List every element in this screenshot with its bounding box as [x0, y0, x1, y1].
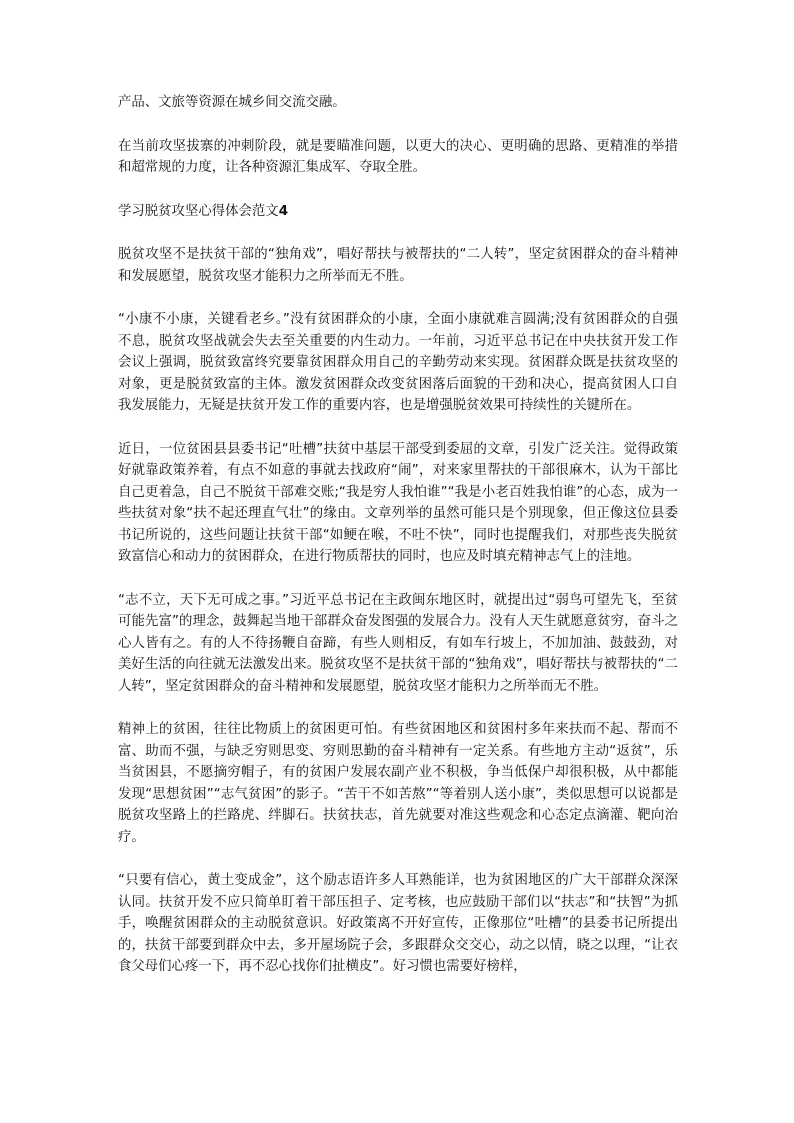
section-heading-text: 学习脱贫攻坚心得体会范文 — [118, 203, 279, 219]
section-heading — [118, 201, 678, 223]
paragraph: 精神上的贫困，往往比物质上的贫困更可怕。有些贫困地区和贫困村多年来扶而不起、帮而不富、助而不强，与缺乏穷则思变、穷则思勤的奋斗精神有一定关系。有些地方主动“返贫”，乐当贫困县，不愿摘穷帽子，有的贫困户发展农副产业不积极，争当低保户却很积极，从中都能发现“思想贫困”“志气贫困”的影子。“苦干不如苦熬”“等着别人送小康”，类似思想可以说都是脱贫攻坚路上的拦路虎、绊脚石。扶贫扶志，首先就要对准这些观念和心态定点滴灌、靶向治疗。 — [118, 722, 678, 845]
section-heading-number: 4 — [278, 203, 289, 219]
document-page — [118, 92, 678, 1000]
paragraph: 在当前攻坚拔寨的冲刺阶段，就是要瞄准问题，以更大的决心、更明确的思路、更精准的举措和超常规的力度，让各种资源汇集成军、夺取全胜。 — [118, 138, 678, 175]
paragraph: “只要有信心，黄土变成金”，这个励志语许多人耳熟能详，也为贫困地区的广大干部群众深深认同。扶贫开发不应只简单盯着干部压担子、定考核，也应鼓励干部们以“扶志”和“扶智”为抓手，唤醒贫困群众的主动脱贫意识。好政策离不开好宣传，正像那位“吐槽”的县委书记所提出的，扶贫干部要到群众中去，多开屋场院子会，多跟群众交交心，动之以情，晓之以理，“让衣食父母们心疼一下，再不忍心找你们扯横皮”。好习惯也需要好榜样， — [118, 873, 678, 974]
paragraph: “志不立，天下无可成之事。”习近平总书记在主政闽东地区时，就提出过“弱鸟可望先飞，至贫可能先富”的理念，鼓舞起当地干部群众奋发图强的发展合力。没有人天生就愿意贫穷，奋斗之心人皆有之。有的人不待扬鞭自奋蹄，有些人则相反，有如车行坡上，不加加油、鼓鼓劲，对美好生活的向往就无法激发出来。脱贫攻坚不是扶贫干部的“独角戏”，唱好帮扶与被帮扶的“二人转”，坚定贫困群众的奋斗精神和发展愿望，脱贫攻坚才能积力之所举而无不胜。 — [118, 592, 678, 694]
paragraph: 脱贫攻坚不是扶贫干部的“独角戏”，唱好帮扶与被帮扶的“二人转”，坚定贫困群众的奋斗精神和发展愿望，脱贫攻坚才能积力之所举而无不胜。 — [118, 247, 678, 284]
paragraph: 近日，一位贫困县县委书记“吐槽”扶贫中基层干部受到委屈的文章，引发广泛关注。觉得政策好就靠政策养着，有点不如意的事就去找政府“闹”，对来家里帮扶的干部很麻木，认为干部比自己更着急，自己不脱贫干部难交账;“我是穷人我怕谁”“我是小老百姓我怕谁”的心态，成为一些扶贫对象“扶不起还理直气壮”的缘由。文章列举的虽然可能只是个别现象，但正像这位县委书记所说的，这些问题让扶贫干部“如鲠在喉，不吐不快”，同时也提醒我们，对那些丧失脱贫致富信心和动力的贫困群众，在进行物质帮扶的同时，也应及时填充精神志气上的洼地。 — [118, 441, 678, 564]
paragraph: 产品、文旅等资源在城乡间交流交融。 — [118, 95, 346, 110]
paragraph: “小康不小康，关键看老乡。”没有贫困群众的小康，全面小康就难言圆满;没有贫困群众的自强不息，脱贫攻坚战就会失去至关重要的内生动力。一年前，习近平总书记在中央扶贫开发工作会议上强调，脱贫致富终究要靠贫困群众用自己的辛勤劳动来实现。贫困群众既是扶贫攻坚的对象，更是脱贫致富的主体。激发贫困群众改变贫困落后面貌的干劲和决心，提高贫困人口自我发展能力，无疑是扶贫开发工作的重要内容，也是增强脱贫效果可持续性的关键所在。 — [118, 312, 678, 413]
